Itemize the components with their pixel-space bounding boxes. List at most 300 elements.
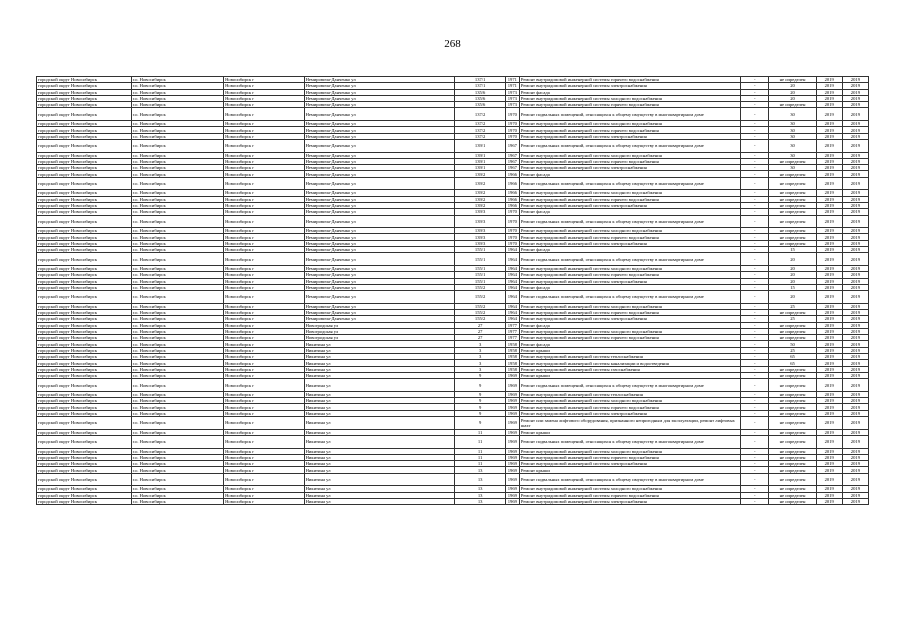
period-to-cell: 2019 [842,158,868,164]
period-from-cell: 2019 [816,215,842,228]
work-type-cell: Ремонт внутридомовой инженерной системы горячего водоснабжения [519,196,740,202]
work-type-cell: Ремонт крыши [519,347,740,353]
work-type-cell: Ремонт внутридомовой инженерной системы электроснабжения [519,83,740,89]
district-cell: городской округ Новосибирск [37,234,132,240]
work-type-cell: Ремонт внутридомовой инженерной системы газоснабжения [519,366,740,372]
cost-cell: 50 [769,341,816,347]
dash-cell: - [741,190,769,196]
settlement-cell: г.о. Новосибирск [131,139,224,152]
page-number: 268 [444,38,461,50]
cost-cell: не определен [769,391,816,397]
house-cell: 3 [455,347,505,353]
district-cell: городской округ Новосибирск [37,316,132,322]
period-from-cell: 2019 [816,366,842,372]
table-row [37,379,869,392]
dash-cell: - [741,265,769,271]
street-cell: Немировича-Данченко ул [304,196,455,202]
period-to-cell: 2019 [842,335,868,341]
dash-cell: - [741,127,769,133]
street-cell: Немировича-Данченко ул [304,139,455,152]
cost-cell: не определен [769,498,816,504]
period-from-cell: 2019 [816,133,842,139]
work-type-cell: Ремонт внутридомовой инженерной системы электроснабжения [519,165,740,171]
house-cell: 13 [455,498,505,504]
table-row [37,139,869,152]
work-type-cell: Ремонт внутридомовой инженерной системы горячего водоснабжения [519,404,740,410]
settlement-cell: г.о. Новосибирск [131,228,224,234]
period-to-cell: 2019 [842,316,868,322]
cost-cell: 20 [769,272,816,278]
district-cell: городской округ Новосибирск [37,398,132,404]
period-to-cell: 2019 [842,177,868,190]
street-cell: Немировича-Данченко ул [304,309,455,315]
street-cell: Никитина ул [304,404,455,410]
house-cell: 27 [455,322,505,328]
city-cell: Новосибирск г [224,139,304,152]
street-cell: Никитина ул [304,454,455,460]
cost-cell: не определен [769,379,816,392]
cost-cell: не определен [769,102,816,108]
cost-cell: не определен [769,335,816,341]
period-to-cell: 2019 [842,328,868,334]
district-cell: городской округ Новосибирск [37,215,132,228]
year-cell: 1969 [505,473,519,486]
district-cell: городской округ Новосибирск [37,410,132,416]
period-to-cell: 2019 [842,473,868,486]
cost-cell: не определен [769,234,816,240]
year-cell: 1967 [505,152,519,158]
settlement-cell: г.о. Новосибирск [131,253,224,266]
settlement-cell: г.о. Новосибирск [131,322,224,328]
cost-cell: не определен [769,372,816,378]
street-cell: Немировича-Данченко ул [304,240,455,246]
work-type-cell: Ремонт внутридомовой инженерной системы электроснабжения [519,202,740,208]
district-cell: городской округ Новосибирск [37,486,132,492]
dash-cell: - [741,467,769,473]
period-to-cell: 2019 [842,228,868,234]
street-cell: Немировича-Данченко ул [304,177,455,190]
dash-cell: - [741,152,769,158]
house-cell: 13 [455,473,505,486]
settlement-cell: г.о. Новосибирск [131,121,224,127]
street-cell: Немировича-Данченко ул [304,202,455,208]
district-cell: городской округ Новосибирск [37,272,132,278]
work-type-cell: Ремонт подвальных помещений, относящихся к общему имуществу в многоквартирном доме [519,291,740,304]
period-from-cell: 2019 [816,473,842,486]
city-cell: Новосибирск г [224,303,304,309]
work-type-cell: Ремонт внутридомовой инженерной системы холодного водоснабжения [519,228,740,234]
street-cell: Новогродская ул [304,335,455,341]
district-cell: городской округ Новосибирск [37,391,132,397]
period-to-cell: 2019 [842,372,868,378]
dash-cell: - [741,347,769,353]
period-from-cell: 2019 [816,322,842,328]
house-cell: 137/2 [455,127,505,133]
year-cell: 1969 [505,435,519,448]
period-from-cell: 2019 [816,158,842,164]
dash-cell: - [741,171,769,177]
city-cell: Новосибирск г [224,354,304,360]
cost-cell: 20 [769,278,816,284]
street-cell: Никитина ул [304,372,455,378]
period-to-cell: 2019 [842,278,868,284]
year-cell: 1969 [505,372,519,378]
work-type-cell: Ремонт фасада [519,284,740,290]
work-type-cell: Ремонт фасада [519,247,740,253]
district-cell: городской округ Новосибирск [37,454,132,460]
city-cell: Новосибирск г [224,265,304,271]
street-cell: Немировича-Данченко ул [304,278,455,284]
street-cell: Немировича-Данченко ул [304,234,455,240]
cost-cell: не определен [769,309,816,315]
work-type-cell: Ремонт внутридомовой инженерной системы электроснабжения [519,278,740,284]
period-to-cell: 2019 [842,89,868,95]
cost-cell: не определен [769,448,816,454]
settlement-cell: г.о. Новосибирск [131,284,224,290]
cost-cell: 15 [769,284,816,290]
table-body [37,77,869,505]
year-cell: 1969 [505,498,519,504]
period-from-cell: 2019 [816,341,842,347]
house-cell: 13 [455,486,505,492]
period-from-cell: 2019 [816,89,842,95]
house-cell: 9 [455,417,505,430]
work-type-cell: Ремонт внутридомовой инженерной системы холодного водоснабжения [519,95,740,101]
cost-cell: не определен [769,202,816,208]
house-cell: 9 [455,391,505,397]
cost-cell: не определен [769,467,816,473]
street-cell: Немировича-Данченко ул [304,121,455,127]
settlement-cell: г.о. Новосибирск [131,158,224,164]
city-cell: Новосибирск г [224,492,304,498]
work-type-cell: Ремонт внутридомовой инженерной системы холодного водоснабжения [519,486,740,492]
dash-cell: - [741,341,769,347]
year-cell: 1973 [505,95,519,101]
year-cell: 1966 [505,171,519,177]
period-from-cell: 2019 [816,398,842,404]
settlement-cell: г.о. Новосибирск [131,272,224,278]
district-cell: городской округ Новосибирск [37,435,132,448]
dash-cell: - [741,215,769,228]
dash-cell: - [741,486,769,492]
cost-cell: не определен [769,177,816,190]
period-from-cell: 2019 [816,291,842,304]
street-cell: Никитина ул [304,379,455,392]
street-cell: Никитина ул [304,492,455,498]
period-from-cell: 2019 [816,108,842,121]
settlement-cell: г.о. Новосибирск [131,265,224,271]
city-cell: Новосибирск г [224,165,304,171]
district-cell: городской округ Новосибирск [37,247,132,253]
district-cell: городской округ Новосибирск [37,77,132,83]
city-cell: Новосибирск г [224,498,304,504]
work-type-cell: Ремонт внутридомовой инженерной системы теплоснабжения [519,354,740,360]
district-cell: городской округ Новосибирск [37,366,132,372]
year-cell: 1967 [505,165,519,171]
settlement-cell: г.о. Новосибирск [131,108,224,121]
dash-cell: - [741,133,769,139]
work-type-cell: Ремонт внутридомовой инженерной системы холодного водоснабжения [519,398,740,404]
cost-cell: не определен [769,417,816,430]
house-cell: 27 [455,328,505,334]
cost-cell: 30 [769,121,816,127]
house-cell: 11 [455,454,505,460]
district-cell: городской округ Новосибирск [37,341,132,347]
cost-cell: не определен [769,322,816,328]
dash-cell: - [741,454,769,460]
period-to-cell: 2019 [842,492,868,498]
period-to-cell: 2019 [842,77,868,83]
period-to-cell: 2019 [842,341,868,347]
work-type-cell: Ремонт подвальных помещений, относящихся к общему имуществу в многоквартирном доме [519,215,740,228]
period-to-cell: 2019 [842,291,868,304]
year-cell: 1958 [505,360,519,366]
dash-cell: - [741,228,769,234]
work-type-cell: Ремонт подвальных помещений, относящихся к общему имуществу в многоквартирном доме [519,108,740,121]
period-from-cell: 2019 [816,498,842,504]
settlement-cell: г.о. Новосибирск [131,429,224,435]
period-from-cell: 2019 [816,429,842,435]
settlement-cell: г.о. Новосибирск [131,196,224,202]
district-cell: городской округ Новосибирск [37,121,132,127]
district-cell: городской округ Новосибирск [37,133,132,139]
street-cell: Никитина ул [304,398,455,404]
cost-cell: не определен [769,196,816,202]
house-cell: 139/1 [455,152,505,158]
house-cell: 155/1 [455,247,505,253]
year-cell: 1964 [505,272,519,278]
cost-cell: не определен [769,190,816,196]
street-cell: Немировича-Данченко ул [304,190,455,196]
dash-cell: - [741,461,769,467]
year-cell: 1970 [505,215,519,228]
cost-cell: не определен [769,435,816,448]
period-to-cell: 2019 [842,309,868,315]
settlement-cell: г.о. Новосибирск [131,448,224,454]
period-to-cell: 2019 [842,391,868,397]
house-cell: 9 [455,379,505,392]
district-cell: городской округ Новосибирск [37,171,132,177]
period-to-cell: 2019 [842,347,868,353]
period-to-cell: 2019 [842,454,868,460]
year-cell: 1973 [505,102,519,108]
cost-cell: 30 [769,108,816,121]
street-cell: Немировича-Данченко ул [304,152,455,158]
district-cell: городской округ Новосибирск [37,354,132,360]
period-from-cell: 2019 [816,83,842,89]
period-to-cell: 2019 [842,461,868,467]
period-to-cell: 2019 [842,121,868,127]
house-cell: 9 [455,410,505,416]
district-cell: городской округ Новосибирск [37,448,132,454]
period-to-cell: 2019 [842,133,868,139]
settlement-cell: г.о. Новосибирск [131,83,224,89]
work-type-cell: Ремонт внутридомовой инженерной системы холодного водоснабжения [519,265,740,271]
dash-cell: - [741,473,769,486]
district-cell: городской округ Новосибирск [37,347,132,353]
district-cell: городской округ Новосибирск [37,328,132,334]
house-cell: 139/1 [455,139,505,152]
house-cell: 137/1 [455,83,505,89]
city-cell: Новосибирск г [224,379,304,392]
cost-cell: не определен [769,209,816,215]
table-row [37,498,869,504]
period-from-cell: 2019 [816,196,842,202]
house-cell: 139/3 [455,209,505,215]
period-to-cell: 2019 [842,165,868,171]
city-cell: Новосибирск г [224,347,304,353]
street-cell: Никитина ул [304,347,455,353]
table-row [37,435,869,448]
settlement-cell: г.о. Новосибирск [131,152,224,158]
street-cell: Немировича-Данченко ул [304,291,455,304]
street-cell: Немировича-Данченко ул [304,89,455,95]
city-cell: Новосибирск г [224,202,304,208]
district-cell: городской округ Новосибирск [37,492,132,498]
year-cell: 1969 [505,379,519,392]
cost-cell: не определен [769,454,816,460]
settlement-cell: г.о. Новосибирск [131,102,224,108]
house-cell: 135/6 [455,89,505,95]
year-cell: 1964 [505,316,519,322]
period-from-cell: 2019 [816,379,842,392]
period-to-cell: 2019 [842,190,868,196]
settlement-cell: г.о. Новосибирск [131,341,224,347]
period-from-cell: 2019 [816,209,842,215]
district-cell: городской округ Новосибирск [37,360,132,366]
year-cell: 1964 [505,309,519,315]
work-type-cell: Ремонт фасада [519,341,740,347]
repair-schedule-table [36,76,869,505]
dash-cell: - [741,83,769,89]
cost-cell: не определен [769,158,816,164]
street-cell: Немировича-Данченко ул [304,158,455,164]
year-cell: 1969 [505,454,519,460]
dash-cell: - [741,391,769,397]
year-cell: 1970 [505,127,519,133]
city-cell: Новосибирск г [224,360,304,366]
house-cell: 139/3 [455,240,505,246]
cost-cell: 20 [769,89,816,95]
period-to-cell: 2019 [842,366,868,372]
district-cell: городской округ Новосибирск [37,498,132,504]
cost-cell: 20 [769,291,816,304]
cost-cell: не определен [769,328,816,334]
city-cell: Новосибирск г [224,309,304,315]
year-cell: 1970 [505,209,519,215]
period-from-cell: 2019 [816,228,842,234]
house-cell: 139/3 [455,234,505,240]
cost-cell: 20 [769,95,816,101]
city-cell: Новосибирск г [224,228,304,234]
year-cell: 1969 [505,486,519,492]
period-to-cell: 2019 [842,398,868,404]
street-cell: Немировича-Данченко ул [304,133,455,139]
city-cell: Новосибирск г [224,291,304,304]
city-cell: Новосибирск г [224,121,304,127]
house-cell: 3 [455,360,505,366]
city-cell: Новосибирск г [224,322,304,328]
period-to-cell: 2019 [842,234,868,240]
settlement-cell: г.о. Новосибирск [131,404,224,410]
street-cell: Немировича-Данченко ул [304,165,455,171]
settlement-cell: г.о. Новосибирск [131,417,224,430]
city-cell: Новосибирск г [224,335,304,341]
house-cell: 155/1 [455,265,505,271]
dash-cell: - [741,284,769,290]
dash-cell: - [741,234,769,240]
period-from-cell: 2019 [816,335,842,341]
settlement-cell: г.о. Новосибирск [131,234,224,240]
street-cell: Никитина ул [304,498,455,504]
work-type-cell: Ремонт внутридомовой инженерной системы электроснабжения [519,240,740,246]
settlement-cell: г.о. Новосибирск [131,171,224,177]
dash-cell: - [741,429,769,435]
city-cell: Новосибирск г [224,177,304,190]
house-cell: 155/1 [455,272,505,278]
settlement-cell: г.о. Новосибирск [131,89,224,95]
period-to-cell: 2019 [842,410,868,416]
city-cell: Новосибирск г [224,133,304,139]
district-cell: городской округ Новосибирск [37,265,132,271]
house-cell: 139/2 [455,196,505,202]
house-cell: 139/2 [455,171,505,177]
district-cell: городской округ Новосибирск [37,335,132,341]
house-cell: 139/1 [455,158,505,164]
settlement-cell: г.о. Новосибирск [131,467,224,473]
year-cell: 1966 [505,190,519,196]
house-cell: 137/2 [455,108,505,121]
dash-cell: - [741,278,769,284]
year-cell: 1966 [505,177,519,190]
period-from-cell: 2019 [816,435,842,448]
year-cell: 1970 [505,240,519,246]
street-cell: Немировича-Данченко ул [304,247,455,253]
cost-cell: 30 [769,165,816,171]
settlement-cell: г.о. Новосибирск [131,95,224,101]
year-cell: 1969 [505,391,519,397]
dash-cell: - [741,108,769,121]
district-cell: городской округ Новосибирск [37,461,132,467]
city-cell: Новосибирск г [224,240,304,246]
house-cell: 139/2 [455,177,505,190]
work-type-cell: Ремонт внутридомовой инженерной системы холодного водоснабжения [519,303,740,309]
work-type-cell: Ремонт фасада [519,171,740,177]
period-from-cell: 2019 [816,316,842,322]
dash-cell: - [741,247,769,253]
dash-cell: - [741,95,769,101]
settlement-cell: г.о. Новосибирск [131,177,224,190]
dash-cell: - [741,89,769,95]
period-from-cell: 2019 [816,102,842,108]
district-cell: городской округ Новосибирск [37,89,132,95]
street-cell: Немировича-Данченко ул [304,108,455,121]
year-cell: 1964 [505,284,519,290]
period-from-cell: 2019 [816,247,842,253]
dash-cell: - [741,404,769,410]
year-cell: 1964 [505,253,519,266]
house-cell: 13 [455,467,505,473]
period-to-cell: 2019 [842,303,868,309]
district-cell: городской округ Новосибирск [37,240,132,246]
city-cell: Новосибирск г [224,171,304,177]
year-cell: 1964 [505,278,519,284]
settlement-cell: г.о. Новосибирск [131,291,224,304]
street-cell: Никитина ул [304,486,455,492]
dash-cell: - [741,158,769,164]
house-cell: 139/3 [455,228,505,234]
house-cell: 137/2 [455,133,505,139]
